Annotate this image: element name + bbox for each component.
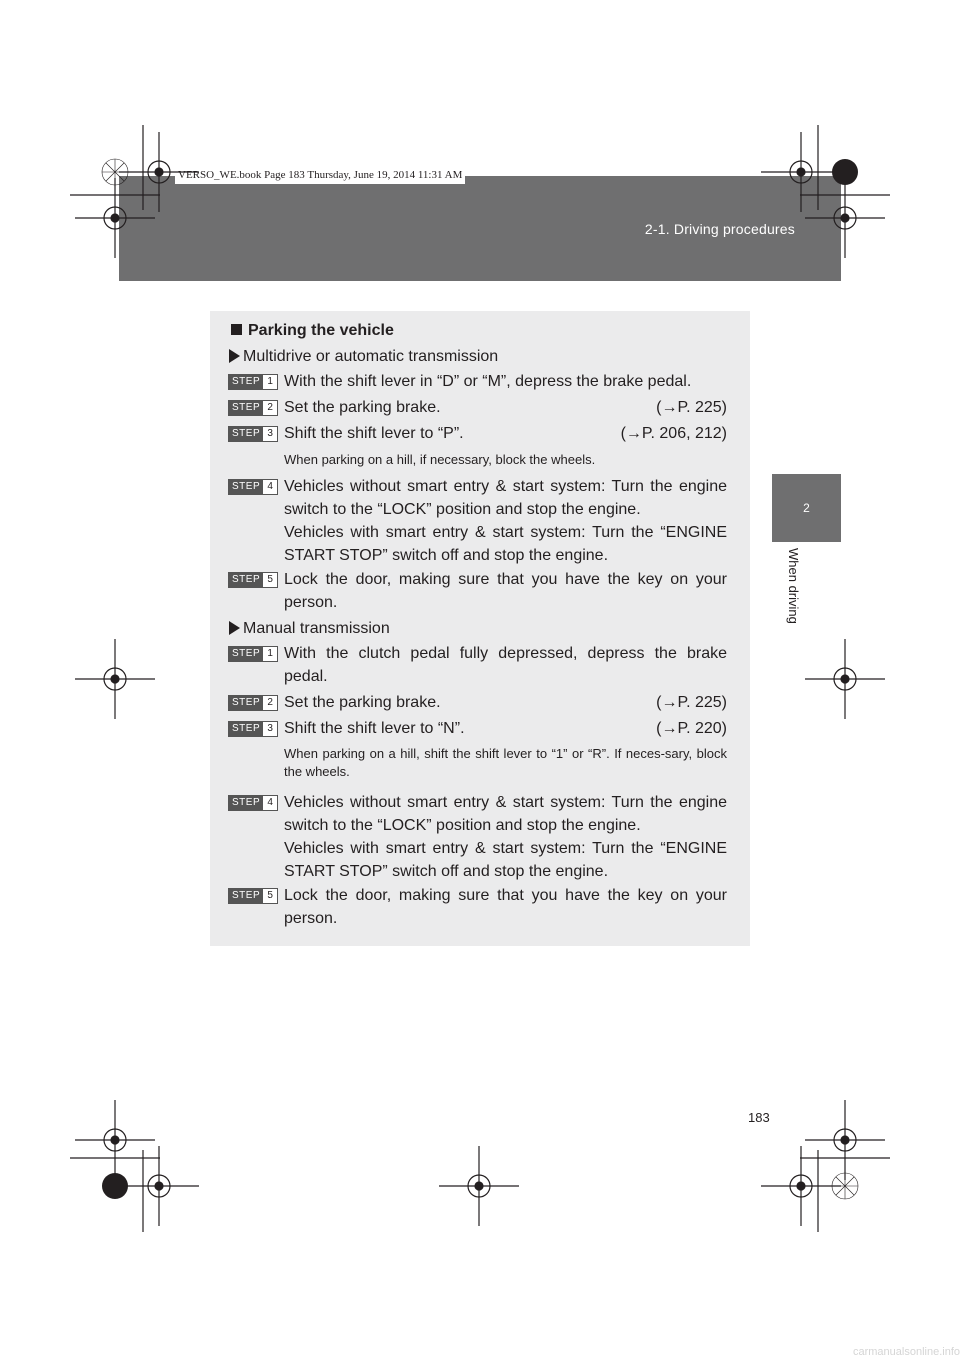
square-bullet-icon: [231, 324, 242, 335]
step-text: With the clutch pedal fully depressed, depress the brake pedal.: [284, 645, 727, 685]
section-heading: [231, 322, 394, 340]
step-text: Set the parking brake. (→P. 225): [284, 396, 727, 419]
step-text: Lock the door, making sure that you have the key on your person.: [284, 571, 727, 611]
step-badge: STEP 5: [228, 572, 278, 588]
step-badge: STEP 3: [228, 426, 278, 442]
page-reference: (→P. 206, 212): [620, 425, 727, 442]
step-badge: STEP 2: [228, 695, 278, 711]
section-title: 2-1. Driving procedures: [644, 221, 795, 237]
note-text: When parking on a hill, shift the shift lever to “1” or “R”. If neces-sary, block the wheels.: [284, 746, 727, 779]
step-text: Shift the shift lever to “P”. (→P. 206, 212): [284, 422, 727, 445]
chapter-tab-label: When driving: [786, 548, 801, 624]
step-badge: STEP 3: [228, 721, 278, 737]
step-text: Set the parking brake. (→P. 225): [284, 691, 727, 714]
footer-watermark: carmanualsonline.info: [0, 1346, 960, 1358]
step-badge: STEP 1: [228, 646, 278, 662]
step-text: Vehicles without smart entry & start system: Turn the engine switch to the “LOCK” position and stop the engine. Vehicles with smart entry & start system: Turn the “ENGINE START STOP” switch off and stop the engine.: [284, 478, 727, 564]
chapter-tab-number: 2: [772, 474, 841, 542]
auto-subheading: [229, 348, 498, 366]
step-badge: STEP 2: [228, 400, 278, 416]
page-reference: (→P. 225): [656, 399, 727, 416]
manual-title: Manual transmission: [243, 620, 390, 637]
content-box: [210, 311, 750, 946]
page-reference: (→P. 220): [656, 720, 727, 737]
step-badge: STEP 5: [228, 888, 278, 904]
page-number: 183: [748, 1110, 770, 1125]
auto-title: Multidrive or automatic transmission: [243, 348, 499, 365]
heading-text: Parking the vehicle: [248, 322, 394, 339]
step-text: Shift the shift lever to “N”. (→P. 220): [284, 717, 727, 740]
step-text: Vehicles without smart entry & start system: Turn the engine switch to the “LOCK” position and stop the engine. Vehicles with smart entry & start system: Turn the “ENGINE START STOP” switch off and stop the engine.: [284, 794, 727, 880]
step-text: With the shift lever in “D” or “M”, depress the brake pedal.: [284, 373, 692, 390]
step-badge: STEP 4: [228, 795, 278, 811]
manual-subheading: [229, 620, 390, 638]
step-badge: STEP 4: [228, 479, 278, 495]
step-badge: STEP 1: [228, 374, 278, 390]
triangle-bullet-icon: [229, 621, 240, 635]
book-stamp: VERSO_WE.book Page 183 Thursday, June 19, 2014 11:31 AM: [175, 166, 465, 184]
triangle-bullet-icon: [229, 349, 240, 363]
page-reference: (→P. 225): [656, 694, 727, 711]
step-text: Lock the door, making sure that you have the key on your person.: [284, 887, 727, 927]
note-text: When parking on a hill, if necessary, block the wheels.: [284, 452, 596, 467]
